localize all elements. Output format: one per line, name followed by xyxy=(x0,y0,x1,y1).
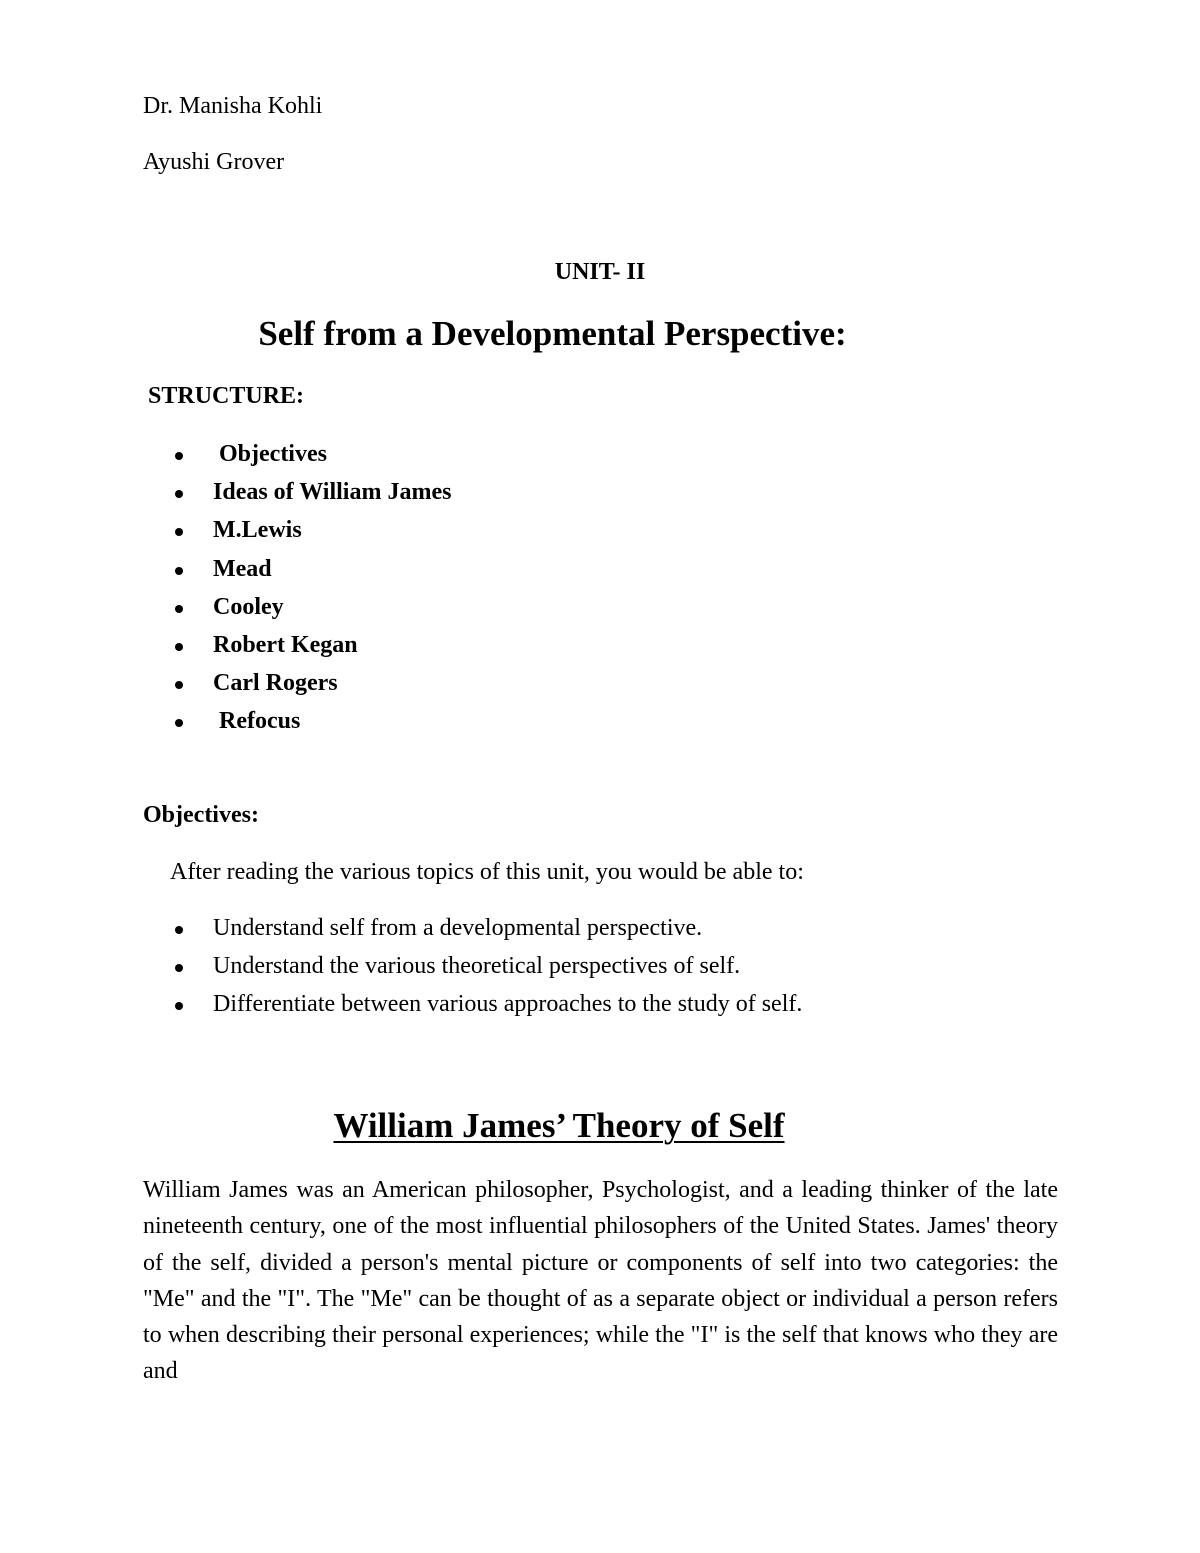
section-heading: William James’ Theory of Self xyxy=(333,1106,785,1145)
list-item-text: Cooley xyxy=(213,593,284,620)
bullet-icon xyxy=(175,964,183,972)
list-item-text: Ideas of William James xyxy=(213,479,452,506)
list-item-text: Understand the various theoretical perspectives of self. xyxy=(213,953,741,980)
list-item-text: M.Lewis xyxy=(213,517,302,544)
bullet-icon xyxy=(175,643,183,651)
list-item-text: Objectives xyxy=(213,441,327,467)
bullet-icon xyxy=(175,490,183,498)
objectives-intro: After reading the various topics of this unit, you would be able to: xyxy=(170,859,804,885)
list-item-text: Refocus xyxy=(213,708,301,735)
objectives-heading: Objectives: xyxy=(143,802,259,828)
structure-heading: STRUCTURE: xyxy=(148,383,305,409)
list-item-text: Understand self from a developmental perspective. xyxy=(213,915,703,941)
bullet-icon xyxy=(175,1002,183,1010)
list-item-text: Robert Kegan xyxy=(213,631,358,658)
list-item-text: Mead xyxy=(213,555,272,582)
body-paragraph: William James was an American philosopher, Psychologist, and a leading thinker of the late nineteenth century, one of the most influential philosophers of the United States. James' theory of the self, divided a person's mental picture or components of self into two categories: the "Me" and the "I". The "Me" can be thought of as a separate object or individual a person refers to when describing their personal experiences; while the "I" is the self that knows who they are and xyxy=(143,1177,1058,1385)
page-title: Self from a Developmental Perspective: xyxy=(258,314,847,353)
list-item-text: Differentiate between various approaches to the study of self. xyxy=(213,991,803,1018)
bullet-icon xyxy=(175,452,183,460)
author-name-1: Dr. Manisha Kohli xyxy=(143,93,323,119)
bullet-icon xyxy=(175,926,183,934)
unit-label: UNIT- II xyxy=(554,259,646,285)
bullet-icon xyxy=(175,681,183,689)
list-item-text: Carl Rogers xyxy=(213,670,338,697)
bullet-icon xyxy=(175,719,183,727)
bullet-icon xyxy=(175,567,183,575)
author-name-2: Ayushi Grover xyxy=(143,149,285,175)
bullet-icon xyxy=(175,528,183,536)
bullet-icon xyxy=(175,605,183,613)
